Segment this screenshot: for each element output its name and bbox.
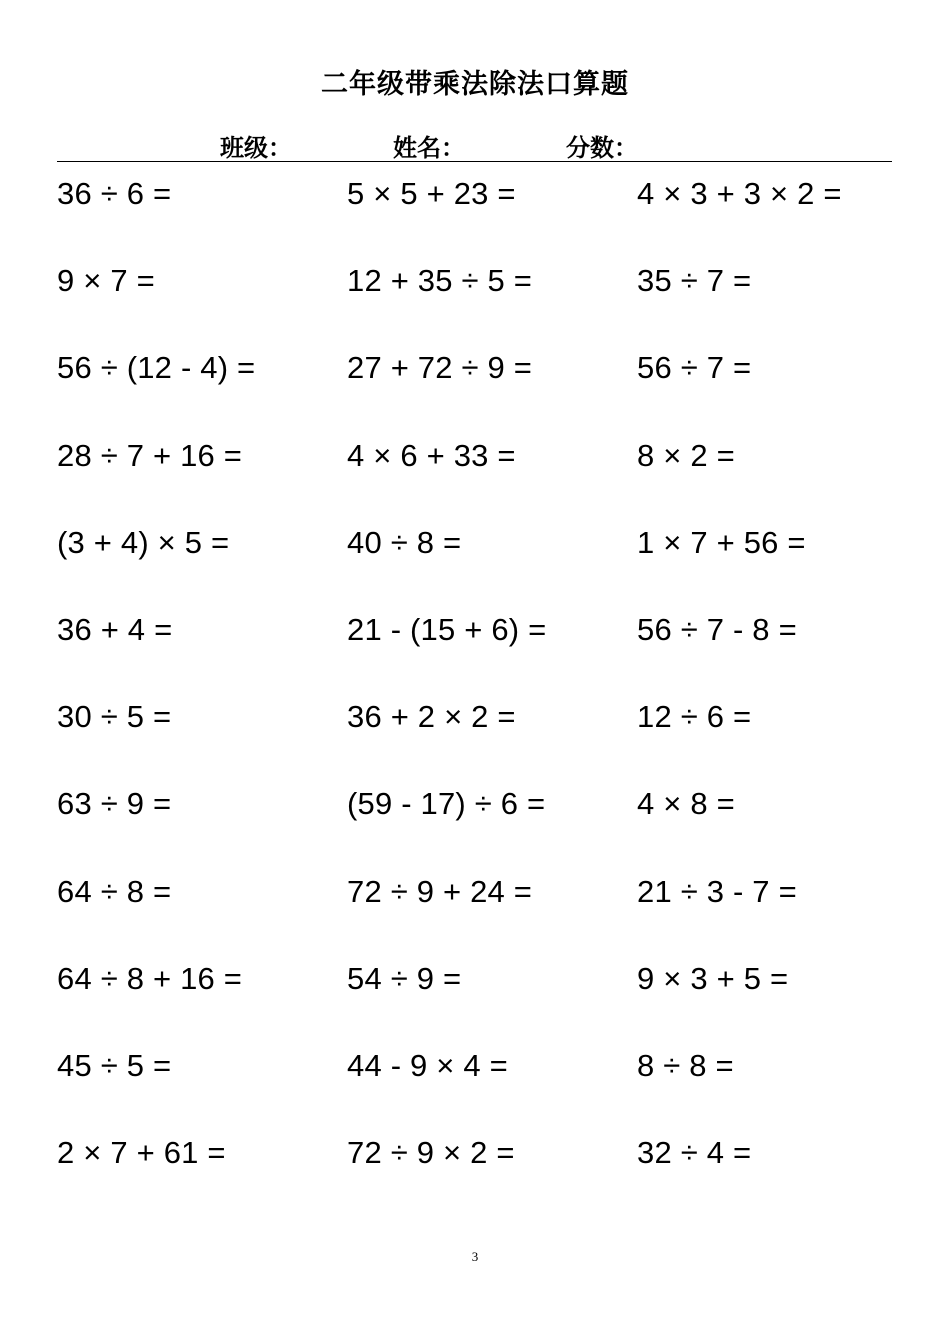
problem-r11-c2: 44 - 9 × 4 = <box>347 1047 508 1083</box>
problem-r8-c1: 63 ÷ 9 = <box>57 786 172 822</box>
problem-r5-c1: (3 + 4) × 5 = <box>57 524 230 560</box>
problem-r1-c2: 5 × 5 + 23 = <box>347 176 516 211</box>
problem-r2-c3: 35 ÷ 7 = <box>637 263 752 299</box>
problem-r4-c2: 4 × 6 + 33 = <box>347 437 516 473</box>
problem-r3-c1: 56 ÷ (12 - 4) = <box>57 350 256 386</box>
problem-r9-c3: 21 ÷ 3 - 7 = <box>637 873 797 909</box>
problem-r10-c2: 54 ÷ 9 = <box>347 960 462 996</box>
problem-r5-c3: 1 × 7 + 56 = <box>637 524 806 560</box>
name-label: 姓名： <box>393 133 465 162</box>
problem-r2-c2: 12 + 35 ÷ 5 = <box>347 263 533 299</box>
problem-r12-c3: 32 ÷ 4 = <box>637 1135 752 1171</box>
problem-r7-c2: 36 + 2 × 2 = <box>347 699 516 735</box>
problem-r1-c1: 36 ÷ 6 = <box>57 176 172 211</box>
problem-r8-c2: (59 - 17) ÷ 6 = <box>347 786 546 822</box>
problem-r3-c2: 27 + 72 ÷ 9 = <box>347 350 533 386</box>
problem-r12-c1: 2 × 7 + 61 = <box>57 1135 226 1171</box>
problem-r4-c1: 28 ÷ 7 + 16 = <box>57 437 243 473</box>
problem-r9-c2: 72 ÷ 9 + 24 = <box>347 873 533 909</box>
problem-r2-c1: 9 × 7 = <box>57 263 155 299</box>
problem-r9-c1: 64 ÷ 8 = <box>57 873 172 909</box>
problem-r7-c1: 30 ÷ 5 = <box>57 699 172 735</box>
student-info-row <box>0 128 950 162</box>
problem-r6-c1: 36 + 4 = <box>57 611 173 647</box>
problem-r11-c3: 8 ÷ 8 = <box>637 1047 734 1083</box>
problem-r8-c3: 4 × 8 = <box>637 786 735 822</box>
problem-r1-c3: 4 × 3 + 3 × 2 = <box>637 176 842 211</box>
problem-r12-c2: 72 ÷ 9 × 2 = <box>347 1135 515 1171</box>
problem-r10-c3: 9 × 3 + 5 = <box>637 960 789 996</box>
class-label: 班级： <box>220 133 292 162</box>
problem-r4-c3: 8 × 2 = <box>637 437 735 473</box>
problem-r6-c3: 56 ÷ 7 - 8 = <box>637 611 797 647</box>
page-title: 二年级带乘法除法口算题 <box>321 69 629 100</box>
problem-r5-c2: 40 ÷ 8 = <box>347 524 462 560</box>
problem-r7-c3: 12 ÷ 6 = <box>637 699 752 735</box>
header-divider <box>57 161 892 162</box>
score-label: 分数： <box>566 133 638 162</box>
page-number: 3 <box>471 1249 479 1264</box>
problem-r6-c2: 21 - (15 + 6) = <box>347 611 547 647</box>
problem-r10-c1: 64 ÷ 8 + 16 = <box>57 960 243 996</box>
problem-r3-c3: 56 ÷ 7 = <box>637 350 752 386</box>
problem-grid <box>57 172 927 1218</box>
problem-r11-c1: 45 ÷ 5 = <box>57 1047 172 1083</box>
